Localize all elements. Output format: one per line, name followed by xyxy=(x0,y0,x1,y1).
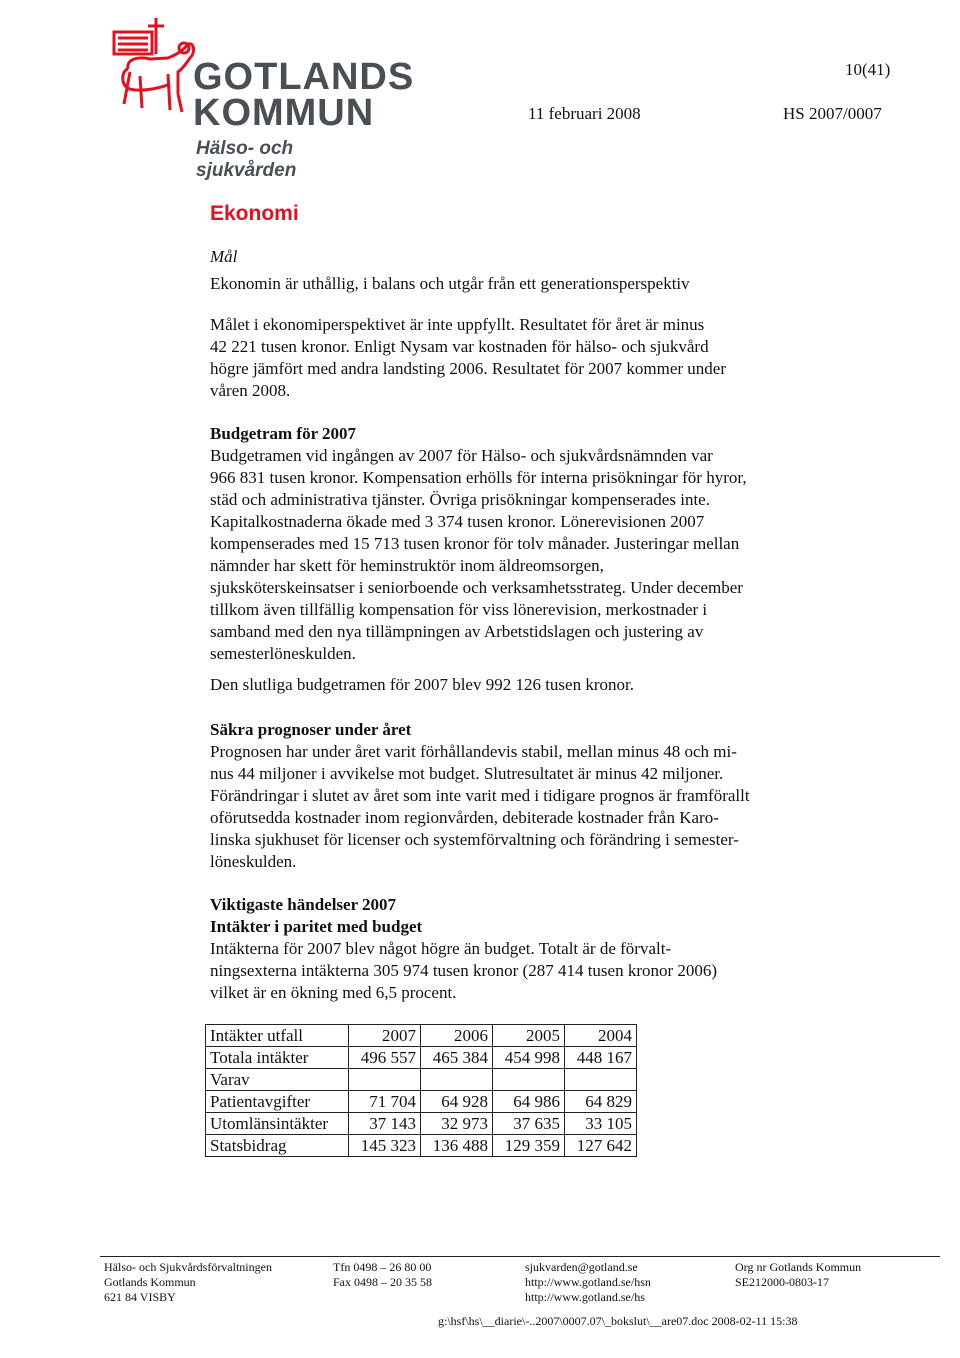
result-paragraph xyxy=(210,314,840,402)
footer-line: Fax 0498 – 20 35 58 xyxy=(333,1275,432,1289)
paragraph-line: våren 2008. xyxy=(210,381,291,400)
document-reference: HS 2007/0007 xyxy=(783,104,882,123)
footer-line: Gotlands Kommun xyxy=(104,1275,196,1289)
budget-heading: Budgetram för 2007 xyxy=(210,424,357,443)
table-cell xyxy=(349,1069,421,1091)
footer-links xyxy=(525,1260,651,1305)
table-cell: 448 167 xyxy=(565,1047,637,1069)
table-row xyxy=(206,1113,637,1135)
goal-text: Ekonomin är uthållig, i balans och utgår från ett generationsperspektiv xyxy=(210,274,690,293)
table-cell: 64 928 xyxy=(421,1091,493,1113)
table-cell: 496 557 xyxy=(349,1047,421,1069)
income-table xyxy=(205,1024,637,1157)
table-cell xyxy=(565,1069,637,1091)
footer-line: Hälso- och Sjukvårdsförvaltningen xyxy=(104,1260,272,1274)
table-row xyxy=(206,1091,637,1113)
prognos-heading: Säkra prognoser under året xyxy=(210,720,412,739)
paragraph-line: tillkom även tillfällig kompensation för viss lönerevision, merkostnader i xyxy=(210,600,708,619)
table-cell: 136 488 xyxy=(421,1135,493,1157)
table-header-row xyxy=(206,1025,637,1047)
table-cell: 145 323 xyxy=(349,1135,421,1157)
paragraph-line: linska sjukhuset för licenser och systemförvaltning och förändring i semester- xyxy=(210,830,739,849)
footer-email-link[interactable]: sjukvarden@gotland.se xyxy=(525,1260,638,1274)
table-cell xyxy=(421,1069,493,1091)
table-row xyxy=(206,1047,637,1069)
paragraph-line: semesterlöneskulden. xyxy=(210,644,356,663)
paragraph-line: oförutsedda kostnader inom regionvården, debiterade kostnader från Karo- xyxy=(210,808,719,827)
goal-block xyxy=(210,246,840,295)
ram-emblem-icon xyxy=(108,14,198,124)
table-header-cell: 2004 xyxy=(565,1025,637,1047)
paragraph-line: städ och administrativa tjänster. Övriga prisökningar kompenserades inte. xyxy=(210,490,710,509)
footer-phone xyxy=(333,1260,432,1290)
events-heading: Viktigaste händelser 2007 xyxy=(210,895,397,914)
prognos-section xyxy=(210,719,840,873)
paragraph-line: 42 221 tusen kronor. Enligt Nysam var kostnaden för hälso- och sjukvård xyxy=(210,337,709,356)
events-section xyxy=(210,894,840,1004)
table-header-cell: 2007 xyxy=(349,1025,421,1047)
table-cell: 33 105 xyxy=(565,1113,637,1135)
table-cell: Varav xyxy=(206,1069,349,1091)
paragraph-line: högre jämfört med andra landsting 2006. Resultatet för 2007 kommer under xyxy=(210,359,727,378)
table-cell: 64 986 xyxy=(493,1091,565,1113)
paragraph-line: löneskulden. xyxy=(210,852,297,871)
paragraph-line: Förändringar i slutet av året som inte varit med i tidigare prognos är framförallt xyxy=(210,786,750,805)
footer-divider xyxy=(100,1256,940,1257)
paragraph-line: Kapitalkostnaderna ökade med 3 374 tusen kronor. Lönerevisionen 2007 xyxy=(210,512,705,531)
table-cell: Patientavgifter xyxy=(206,1091,349,1113)
paragraph-line: Prognosen har under året varit förhållandevis stabil, mellan minus 48 och mi- xyxy=(210,742,737,761)
table-header-cell: Intäkter utfall xyxy=(206,1025,349,1047)
table-header-cell: 2006 xyxy=(421,1025,493,1047)
table-cell: 129 359 xyxy=(493,1135,565,1157)
budget-final: Den slutliga budgetramen för 2007 blev 992 126 tusen kronor. xyxy=(210,675,634,694)
section-title: Ekonomi xyxy=(210,202,299,225)
table-cell: 127 642 xyxy=(565,1135,637,1157)
paragraph-line: kompenserades med 15 713 tusen kronor för tolv månader. Justeringar mellan xyxy=(210,534,740,553)
footer-line: SE212000-0803-17 xyxy=(735,1275,829,1289)
table-row xyxy=(206,1069,637,1091)
paragraph-line: 966 831 tusen kronor. Kompensation erhölls för interna prisökningar för hyror, xyxy=(210,468,747,487)
table-row xyxy=(206,1135,637,1157)
footer-web-link[interactable]: http://www.gotland.se/hs xyxy=(525,1290,645,1304)
footer-web-link[interactable]: http://www.gotland.se/hsn xyxy=(525,1275,651,1289)
paragraph-line: nämnder har skett för heminstruktör inom äldreomsorgen, xyxy=(210,556,604,575)
table-cell: 32 973 xyxy=(421,1113,493,1135)
footer-line: Org nr Gotlands Kommun xyxy=(735,1260,862,1274)
paragraph-line: Budgetramen vid ingången av 2007 för Hälso- och sjukvårdsnämnden var xyxy=(210,446,713,465)
paragraph-line: vilket är en ökning med 6,5 procent. xyxy=(210,983,457,1002)
gotlands-kommun-logo xyxy=(108,14,415,181)
footer-file-path: g:\hsf\hs\__diarie\-..2007\0007.07\_bokslut\__are07.doc 2008-02-11 15:38 xyxy=(438,1314,798,1328)
table-cell: 37 143 xyxy=(349,1113,421,1135)
paragraph-line: sjuksköterskeinsatser i seniorboende och verksamhetsstrateg. Under december xyxy=(210,578,743,597)
table-cell: Totala intäkter xyxy=(206,1047,349,1069)
footer-org xyxy=(735,1260,861,1290)
table-cell xyxy=(493,1069,565,1091)
table-cell: 37 635 xyxy=(493,1113,565,1135)
page-number: 10(41) xyxy=(845,60,891,79)
paragraph-line: nus 44 miljoner i avvikelse mot budget. Slutresultatet är minus 42 miljoner. xyxy=(210,764,724,783)
table-cell: 465 384 xyxy=(421,1047,493,1069)
footer-address xyxy=(104,1260,272,1305)
table-cell: 64 829 xyxy=(565,1091,637,1113)
goal-label: Mål xyxy=(210,247,238,266)
logo-subtitle: Hälso- och sjukvården xyxy=(196,138,297,181)
paragraph-line: Målet i ekonomiperspektivet är inte uppfyllt. Resultatet för året är minus xyxy=(210,315,705,334)
table-cell: 454 998 xyxy=(493,1047,565,1069)
paragraph-line: Intäkterna för 2007 blev något högre än budget. Totalt är de förvalt- xyxy=(210,939,672,958)
footer-line: 621 84 VISBY xyxy=(104,1290,176,1304)
table-cell: 71 704 xyxy=(349,1091,421,1113)
paragraph-line: samband med den nya tillämpningen av Arbetstidslagen och justering av xyxy=(210,622,704,641)
logo-text-gotlands: GOTLANDS xyxy=(193,56,415,98)
logo-text-kommun: KOMMUN xyxy=(193,92,375,134)
budget-section xyxy=(210,423,840,696)
paragraph-line: ningsexterna intäkterna 305 974 tusen kronor (287 414 tusen kronor 2006) xyxy=(210,961,718,980)
table-cell: Statsbidrag xyxy=(206,1135,349,1157)
footer-line: Tfn 0498 – 26 80 00 xyxy=(333,1260,432,1274)
table-cell: Utomlänsintäkter xyxy=(206,1113,349,1135)
events-subheading: Intäkter i paritet med budget xyxy=(210,917,423,936)
table-header-cell: 2005 xyxy=(493,1025,565,1047)
document-date: 11 februari 2008 xyxy=(528,104,641,123)
